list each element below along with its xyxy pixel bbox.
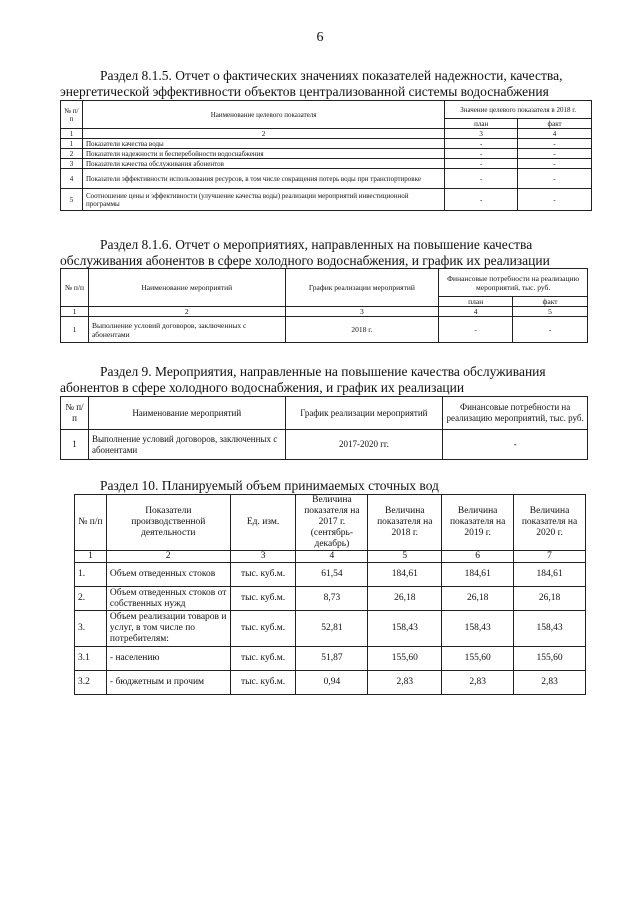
section-9-title: Раздел 9. Мероприятия, направленные на повышение качества обслуживания абонентов в сфере холодного водоснабжения, и график их реализации — [60, 364, 546, 395]
section-8-1-6-title: Раздел 8.1.6. Отчет о мероприятиях, направленных на повышение качества обслуживания абонентов в сфере холодного водоснабжения, и график их реализации — [60, 237, 550, 268]
header-2020: Величина показателя на 2020 г. — [514, 495, 586, 551]
section-8-1-6-table — [60, 268, 588, 343]
header-measure-name: Наименование мероприятий — [88, 397, 285, 430]
header-target-value: Значение целевого показателя в 2018 г. — [445, 101, 592, 119]
header-financial-needs: Финансовые потребности на реализацию мероприятий, тыс. руб. — [443, 397, 588, 430]
table-row: 1 Выполнение условий договоров, заключенных с абонентами 2017-2020 гг. - — [61, 430, 588, 460]
header-2019: Величина показателя на 2019 г. — [442, 495, 514, 551]
header-num: № п/п — [61, 269, 89, 307]
table-row: 3.1 - населению тыс. куб.м. 51,87 155,60 155,60 155,60 — [75, 647, 586, 671]
table-row: 2. Объем отведенных стоков от собственных нужд тыс. куб.м. 8,73 26,18 26,18 26,18 — [75, 587, 586, 611]
header-indicator-name: Наименование целевого показателя — [82, 101, 444, 129]
page-number: 6 — [316, 30, 324, 45]
section-10-title: Раздел 10. Планируемый объем принимаемых сточных вод — [100, 478, 439, 493]
section-9-table — [60, 396, 588, 460]
header-2018: Величина показателя на 2018 г. — [368, 495, 442, 551]
header-measure-name: Наименование мероприятий — [88, 269, 285, 307]
table-row: 3.2 - бюджетным и прочим тыс. куб.м. 0,94 2,83 2,83 2,83 — [75, 671, 586, 695]
header-plan: план — [439, 297, 513, 307]
header-financial-needs: Финансовые потребности на реализацию мероприятий, тыс. руб. — [439, 269, 588, 297]
table-row: 1. Объем отведенных стоков тыс. куб.м. 61,54 184,61 184,61 184,61 — [75, 563, 586, 587]
section-8-1-5-table — [60, 100, 592, 211]
header-schedule: График реализации мероприятий — [285, 397, 443, 430]
section-10-table — [74, 494, 586, 695]
table-row: 4 Показатели эффективности использования ресурсов, в том числе сокращения потерь воды при транспортировке - - — [61, 169, 592, 189]
table-row: 1 Выполнение условий договоров, заключенных с абонентами 2018 г. - - — [61, 317, 588, 343]
index-row: 1 2 3 4 5 6 7 — [75, 551, 586, 563]
header-fact: факт — [513, 297, 588, 307]
header-num: № п/п — [75, 495, 107, 551]
header-plan: план — [445, 119, 518, 129]
section-8-1-5-title: Раздел 8.1.5. Отчет о фактических значениях показателей надежности, качества, энергетической эффективности объектов централизованной системы водоснабжения — [60, 68, 563, 99]
header-unit: Ед. изм. — [230, 495, 296, 551]
table-row: 3. Объем реализации товаров и услуг, в том числе по потребителям: тыс. куб.м. 52,81 158,43 158,43 158,43 — [75, 611, 586, 647]
table-row: 1 Показатели качества воды - - — [61, 139, 592, 149]
index-row: 1 2 3 4 — [61, 129, 592, 139]
table-row: 5 Соотношение цены и эффективности (улучшение качества воды) реализации мероприятий инвестиционной программы - - — [61, 189, 592, 211]
header-num: № п/п — [61, 397, 89, 430]
table-row: 2 Показатели надежности и бесперебойности водоснабжения - - — [61, 149, 592, 159]
table-row: 3 Показатели качества обслуживания абонентов - - — [61, 159, 592, 169]
header-fact: факт — [518, 119, 592, 129]
header-num: № п/п — [61, 101, 83, 129]
header-indicator: Показатели производственной деятельности — [106, 495, 230, 551]
index-row: 1 2 3 4 5 — [61, 307, 588, 317]
header-2017: Величина показателя на 2017 г. (сентябрь-декабрь) — [296, 495, 368, 551]
header-schedule: График реализации мероприятий — [285, 269, 439, 307]
